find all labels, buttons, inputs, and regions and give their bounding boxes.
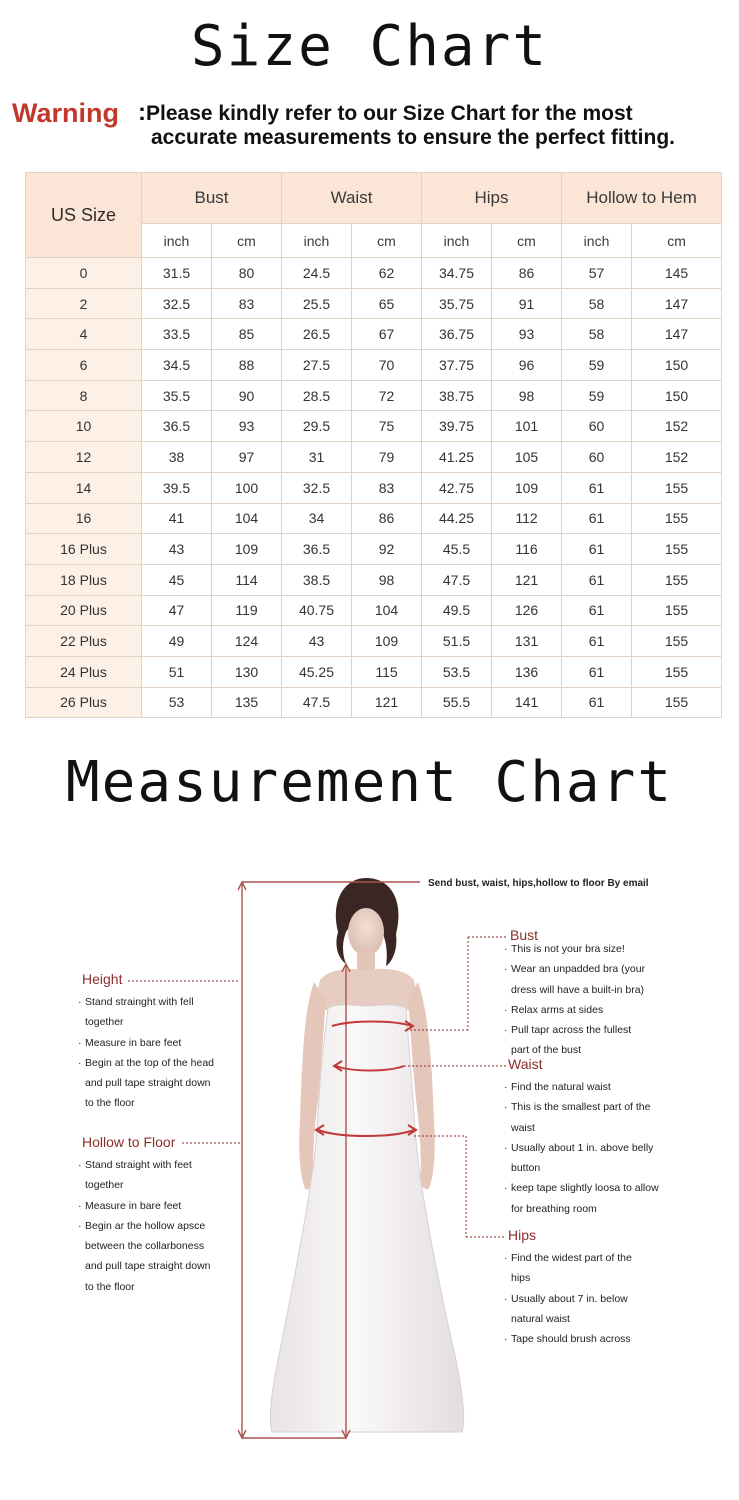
measurement-cell: 86 — [492, 258, 562, 289]
measurement-cell: 34.75 — [422, 258, 492, 289]
hollow-to-floor-instructions — [78, 1155, 211, 1297]
unit-header: cm — [492, 224, 562, 258]
size-cell: 8 — [26, 380, 142, 411]
measurement-cell: 67 — [352, 319, 422, 350]
size-cell: 6 — [26, 350, 142, 381]
instruction-text: Find the natural waist — [511, 1081, 611, 1093]
measurement-cell: 116 — [492, 534, 562, 565]
unit-header: inch — [142, 224, 212, 258]
instruction-text: Relax arms at sides — [511, 1003, 604, 1016]
measurement-cell: 61 — [562, 472, 632, 503]
instruction-text: together — [85, 1179, 124, 1192]
measurement-cell: 29.5 — [282, 411, 352, 442]
measurement-cell: 130 — [212, 656, 282, 687]
instruction-line: · This is the smallest part of the — [504, 1101, 651, 1114]
measurement-cell: 45 — [142, 564, 212, 595]
waist-header: Waist — [282, 173, 422, 224]
measurement-cell: 43 — [142, 534, 212, 565]
instruction-text: and pull tape straight down — [85, 1260, 211, 1273]
instruction-text: and pull tape straight down — [85, 1077, 211, 1090]
measurement-cell: 97 — [212, 442, 282, 473]
measurement-cell: 36.5 — [282, 534, 352, 565]
size-table-body — [26, 258, 722, 718]
size-cell: 16 Plus — [26, 534, 142, 565]
size-cell: 14 — [26, 472, 142, 503]
measurement-cell: 25.5 — [282, 288, 352, 319]
instruction-line — [78, 1236, 211, 1256]
measurement-cell: 40.75 — [282, 595, 352, 626]
measurement-cell: 86 — [352, 503, 422, 534]
instruction-line — [78, 1277, 211, 1297]
instruction-line: · This is not your bra size! — [504, 943, 625, 955]
measurement-cell: 93 — [492, 319, 562, 350]
table-row — [26, 319, 722, 350]
hollow-to-hem-header: Hollow to Hem — [562, 173, 722, 224]
instruction-line — [504, 1309, 632, 1329]
instruction-text: keep tape slightly loosa to allow — [511, 1182, 659, 1195]
instruction-text: hips — [511, 1272, 531, 1285]
measurement-cell: 136 — [492, 656, 562, 687]
instruction-line — [504, 980, 645, 1000]
table-row — [26, 687, 722, 718]
measurement-cell: 83 — [212, 288, 282, 319]
instruction-line: · keep tape slightly loosa to allow — [504, 1182, 659, 1195]
instruction-line — [504, 1118, 659, 1138]
measurement-cell: 150 — [632, 350, 722, 381]
instruction-line — [504, 1268, 632, 1288]
instruction-line — [78, 1012, 214, 1032]
instruction-text: waist — [511, 1121, 535, 1134]
measurement-cell: 114 — [212, 564, 282, 595]
instruction-text: This is not your bra size! — [511, 943, 625, 955]
measurement-cell: 45.5 — [422, 534, 492, 565]
measurement-cell: 27.5 — [282, 350, 352, 381]
instruction-line: · Usually about 7 in. below — [504, 1292, 628, 1305]
size-chart-title: Size Chart — [190, 14, 549, 79]
measurement-cell: 58 — [562, 288, 632, 319]
measurement-cell: 49.5 — [422, 595, 492, 626]
measurement-cell: 91 — [492, 288, 562, 319]
size-cell: 10 — [26, 411, 142, 442]
measurement-cell: 39.75 — [422, 411, 492, 442]
measurement-cell: 31.5 — [142, 258, 212, 289]
measurement-cell: 104 — [212, 503, 282, 534]
bust-label: Bust — [510, 927, 539, 943]
measurement-cell: 60 — [562, 442, 632, 473]
instruction-text: Measure in bare feet — [85, 1036, 182, 1049]
measurement-cell: 126 — [492, 595, 562, 626]
hips-header: Hips — [422, 173, 562, 224]
measurement-cell: 51 — [142, 656, 212, 687]
measurement-cell: 121 — [352, 687, 422, 718]
measurement-cell: 34 — [282, 503, 352, 534]
warning-text-line2: accurate measurements to ensure the perfect fitting. — [151, 126, 675, 149]
measurement-cell: 44.25 — [422, 503, 492, 534]
measurement-cell: 61 — [562, 626, 632, 657]
instruction-text: button — [511, 1162, 541, 1175]
warning-text-line1: Please kindly refer to our Size Chart for the most — [146, 102, 633, 125]
instruction-line: · Pull tapr across the fullest — [504, 1024, 632, 1037]
size-table — [25, 172, 722, 718]
measurement-cell: 145 — [632, 258, 722, 289]
measurement-cell: 61 — [562, 656, 632, 687]
measurement-cell: 155 — [632, 503, 722, 534]
measurement-cell: 150 — [632, 380, 722, 411]
table-row — [26, 472, 722, 503]
instruction-text: Usually about 7 in. below — [511, 1292, 628, 1305]
measurement-cell: 43 — [282, 626, 352, 657]
measurement-cell: 49 — [142, 626, 212, 657]
warning-text: :Please kindly refer to our Size Chart for the most accurate measurements to ensure the perfect fitting. — [138, 99, 675, 149]
measurement-cell: 33.5 — [142, 319, 212, 350]
instruction-line: · Begin at the top of the head — [78, 1056, 215, 1069]
measurement-cell: 124 — [212, 626, 282, 657]
measurement-cell: 155 — [632, 656, 722, 687]
table-row — [26, 656, 722, 687]
measurement-cell: 98 — [352, 564, 422, 595]
measurement-cell: 92 — [352, 534, 422, 565]
instruction-text: Stand straight with feet — [85, 1159, 192, 1171]
measurement-cell: 28.5 — [282, 380, 352, 411]
instruction-line: · Stand strainght with fell — [78, 996, 194, 1008]
instruction-text: Tape should brush across — [511, 1333, 631, 1346]
measurement-chart-title: Measurement Chart — [65, 750, 674, 815]
instruction-line: · Wear an unpadded bra (your — [504, 963, 646, 976]
table-row — [26, 380, 722, 411]
measurement-cell: 53 — [142, 687, 212, 718]
measurement-cell: 53.5 — [422, 656, 492, 687]
measurement-cell: 155 — [632, 472, 722, 503]
measurement-cell: 109 — [212, 534, 282, 565]
measurement-cell: 93 — [212, 411, 282, 442]
measurement-cell: 70 — [352, 350, 422, 381]
measurement-cell: 119 — [212, 595, 282, 626]
unit-header: inch — [282, 224, 352, 258]
table-row — [26, 350, 722, 381]
instruction-text: Begin at the top of the head — [85, 1056, 215, 1069]
instruction-text: This is the smallest part of the — [511, 1101, 651, 1114]
measurement-cell: 61 — [562, 503, 632, 534]
measurement-cell: 37.75 — [422, 350, 492, 381]
measurement-cell: 152 — [632, 411, 722, 442]
instruction-line — [78, 1073, 214, 1093]
measurement-cell: 60 — [562, 411, 632, 442]
measurement-cell: 47.5 — [282, 687, 352, 718]
measurement-cell: 100 — [212, 472, 282, 503]
measurement-cell: 61 — [562, 595, 632, 626]
measurement-cell: 32.5 — [282, 472, 352, 503]
table-row — [26, 288, 722, 319]
instruction-line: · Measure in bare feet — [78, 1036, 182, 1049]
instruction-text: to the floor — [85, 1097, 135, 1110]
measurement-cell: 59 — [562, 350, 632, 381]
measurement-cell: 98 — [492, 380, 562, 411]
bust-instructions — [504, 939, 645, 1061]
measurement-cell: 109 — [352, 626, 422, 657]
instruction-text: dress will have a built-in bra) — [511, 983, 645, 996]
measurement-cell: 101 — [492, 411, 562, 442]
measurement-cell: 31 — [282, 442, 352, 473]
measurement-cell: 36.5 — [142, 411, 212, 442]
measurement-cell: 109 — [492, 472, 562, 503]
measurement-cell: 79 — [352, 442, 422, 473]
height-label: Height — [82, 971, 123, 987]
instruction-line — [78, 1093, 214, 1113]
size-cell: 24 Plus — [26, 656, 142, 687]
measurement-cell: 39.5 — [142, 472, 212, 503]
measurement-cell: 41.25 — [422, 442, 492, 473]
bust-header: Bust — [142, 173, 282, 224]
unit-header: inch — [562, 224, 632, 258]
measurement-cell: 75 — [352, 411, 422, 442]
measurement-cell: 155 — [632, 564, 722, 595]
measurement-cell: 131 — [492, 626, 562, 657]
measurement-cell: 47.5 — [422, 564, 492, 595]
instruction-line: · Find the natural waist — [504, 1081, 611, 1093]
unit-header: cm — [212, 224, 282, 258]
instruction-text: Measure in bare feet — [85, 1199, 182, 1212]
measurement-cell: 61 — [562, 564, 632, 595]
measurement-cell: 155 — [632, 595, 722, 626]
waist-instructions — [504, 1077, 659, 1219]
measurement-cell: 155 — [632, 534, 722, 565]
height-instructions — [78, 992, 214, 1114]
warning-label: Warning — [12, 98, 119, 128]
size-cell: 4 — [26, 319, 142, 350]
measurement-cell: 155 — [632, 687, 722, 718]
instruction-line: · Usually about 1 in. above belly — [504, 1141, 654, 1154]
measurement-cell: 42.75 — [422, 472, 492, 503]
measurement-cell: 141 — [492, 687, 562, 718]
measurement-cell: 34.5 — [142, 350, 212, 381]
table-row — [26, 626, 722, 657]
measurement-diagram — [0, 860, 739, 1500]
measurement-cell: 104 — [352, 595, 422, 626]
measurement-cell: 85 — [212, 319, 282, 350]
measurement-cell: 83 — [352, 472, 422, 503]
measurement-cell: 38.5 — [282, 564, 352, 595]
table-row — [26, 258, 722, 289]
table-row — [26, 503, 722, 534]
measurement-cell: 59 — [562, 380, 632, 411]
waist-label: Waist — [508, 1056, 543, 1072]
measurement-cell: 62 — [352, 258, 422, 289]
measurement-cell: 96 — [492, 350, 562, 381]
instruction-line — [78, 1256, 211, 1276]
size-cell: 0 — [26, 258, 142, 289]
measurement-cell: 47 — [142, 595, 212, 626]
unit-header: cm — [632, 224, 722, 258]
measurement-cell: 115 — [352, 656, 422, 687]
measurement-cell: 147 — [632, 319, 722, 350]
measurement-cell: 135 — [212, 687, 282, 718]
instruction-line: · Relax arms at sides — [504, 1003, 604, 1016]
us-size-header: US Size — [26, 173, 142, 258]
measurement-cell: 26.5 — [282, 319, 352, 350]
table-row — [26, 411, 722, 442]
unit-header: inch — [422, 224, 492, 258]
instruction-text: for breathing room — [511, 1202, 597, 1215]
measurement-cell: 36.75 — [422, 319, 492, 350]
measurement-cell: 38 — [142, 442, 212, 473]
instruction-text: between the collarboness — [85, 1240, 205, 1253]
instruction-line — [504, 1199, 659, 1219]
measurement-cell: 24.5 — [282, 258, 352, 289]
measurement-cell: 80 — [212, 258, 282, 289]
instruction-text: Find the widest part of the — [511, 1252, 632, 1264]
size-cell: 22 Plus — [26, 626, 142, 657]
instruction-line: · Find the widest part of the — [504, 1252, 632, 1264]
measurement-cell: 32.5 — [142, 288, 212, 319]
measurement-cell: 38.75 — [422, 380, 492, 411]
measurement-cell: 112 — [492, 503, 562, 534]
instruction-line: · Begin ar the hollow apsce — [78, 1219, 206, 1232]
instruction-line — [504, 1158, 659, 1178]
table-row — [26, 534, 722, 565]
measurement-cell: 45.25 — [282, 656, 352, 687]
instruction-line: · Stand straight with feet — [78, 1159, 192, 1171]
measurement-cell: 35.5 — [142, 380, 212, 411]
instruction-line — [78, 1175, 211, 1195]
instruction-text: Begin ar the hollow apsce — [85, 1219, 206, 1232]
measurement-cell: 55.5 — [422, 687, 492, 718]
measurement-cell: 72 — [352, 380, 422, 411]
measurement-cell: 41 — [142, 503, 212, 534]
table-row — [26, 442, 722, 473]
measurement-cell: 152 — [632, 442, 722, 473]
size-cell: 26 Plus — [26, 687, 142, 718]
hips-label: Hips — [508, 1227, 537, 1243]
size-cell: 2 — [26, 288, 142, 319]
measurement-cell: 90 — [212, 380, 282, 411]
size-cell: 20 Plus — [26, 595, 142, 626]
measurement-cell: 105 — [492, 442, 562, 473]
measurement-cell: 57 — [562, 258, 632, 289]
measurement-cell: 61 — [562, 534, 632, 565]
instruction-text: Usually about 1 in. above belly — [511, 1141, 654, 1154]
unit-header: cm — [352, 224, 422, 258]
instruction-text: together — [85, 1016, 124, 1029]
instruction-line: · Tape should brush across — [504, 1333, 631, 1346]
measurement-cell: 65 — [352, 288, 422, 319]
measurement-cell: 147 — [632, 288, 722, 319]
size-cell: 18 Plus — [26, 564, 142, 595]
measurement-cell: 61 — [562, 687, 632, 718]
email-note: Send bust, waist, hips,hollow to floor By email — [428, 878, 649, 889]
size-cell: 12 — [26, 442, 142, 473]
table-row — [26, 564, 722, 595]
measurement-cell: 121 — [492, 564, 562, 595]
instruction-text: Wear an unpadded bra (your — [511, 963, 646, 976]
measurement-cell: 35.75 — [422, 288, 492, 319]
measurement-cell: 58 — [562, 319, 632, 350]
model-figure — [270, 878, 463, 1432]
table-row — [26, 595, 722, 626]
hollow-to-floor-label: Hollow to Floor — [82, 1134, 176, 1150]
instruction-text: part of the bust — [511, 1044, 582, 1057]
measurement-cell: 51.5 — [422, 626, 492, 657]
instruction-text: to the floor — [85, 1280, 135, 1293]
measurement-cell: 155 — [632, 626, 722, 657]
instruction-text: Stand strainght with fell — [85, 996, 194, 1008]
size-cell: 16 — [26, 503, 142, 534]
instruction-line: · Measure in bare feet — [78, 1199, 182, 1212]
instruction-text: Pull tapr across the fullest — [511, 1024, 632, 1037]
hips-instructions — [504, 1248, 632, 1349]
instruction-text: natural waist — [511, 1312, 570, 1325]
measurement-cell: 88 — [212, 350, 282, 381]
